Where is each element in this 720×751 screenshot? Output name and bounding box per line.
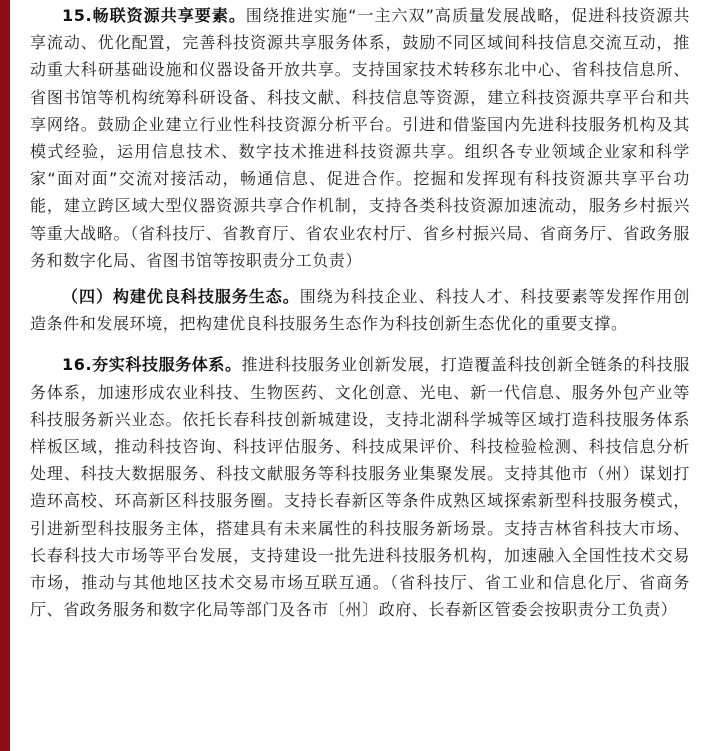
paragraph-heading: 15.畅联资源共享要素。 bbox=[62, 6, 246, 25]
article-body bbox=[30, 2, 690, 623]
accent-bar bbox=[0, 0, 10, 751]
section-text: 围绕为科技企业、科技人才、科技要素等发挥作用创造条件和发展环境，把构建优良科技服务生态作为科技创新生态优化的重要支撑。 bbox=[30, 287, 690, 334]
paragraph-15 bbox=[30, 2, 690, 274]
paragraph-16 bbox=[30, 351, 690, 623]
section-four bbox=[30, 283, 690, 337]
section-heading: （四）构建优良科技服务生态。 bbox=[62, 287, 300, 307]
paragraph-text: 围绕推进实施“一主六双”高质量发展战略，促进科技资源共享流动、优化配置，完善科技资源共享服务体系，鼓励不同区域间科技信息交流互动，推动重大科研基础设施和仪器设备开放共享。支持国家技术转移东北中心、省科技信息所、省图书馆等机构统筹科研设备、科技文献、科技信息等资源，建立科技资源共享平台和共享网络。鼓励企业建立行业性科技资源分析平台。引进和借鉴国内先进科技服务机构及其模式经验，运用信息技术、数字技术推进科技资源共享。组织各专业领域企业家和科学家“面对面”交流对接活动，畅通信息、促进合作。挖掘和发挥现有科技资源共享平台功能，建立跨区域大型仪器资源共享合作机制，支持各类科技资源加速流动，服务乡村振兴等重大战略。（省科技厅、省教育厅、省农业农村厅、省乡村振兴局、省商务厅、省政务服务和数字化局、省图书馆等按职责分工负责） bbox=[30, 6, 691, 270]
paragraph-text: 推进科技服务业创新发展，打造覆盖科技创新全链条的科技服务体系，加速形成农业科技、生物医药、文化创意、光电、新一代信息、服务外包产业等科技服务新兴业态。依托长春科技创新城建设，支持北湖科学城等区域打造科技服务体系样板区域，推动科技咨询、科技评估服务、科技成果评价、科技检验检测、科技信息分析处理、科技大数据服务、科技文献服务等科技服务业集聚发展。支持其他市（州）谋划打造环高校、环高新区科技服务圈。支持长春新区等条件成熟区域探索新型科技服务模式，引进新型科技服务主体，搭建具有未来属性的科技服务新场景。支持吉林省科技大市场、长春科技大市场等平台发展，支持建设一批先进科技服务机构，加速融入全国性技术交易市场，推动与其他地区技术交易市场互联互通。（省科技厅、省工业和信息化厅、省商务厅、省政务服务和数字化局等部门及各市〔州〕政府、长春新区管委会按职责分工负责） bbox=[30, 355, 691, 620]
paragraph-heading: 16.夯实科技服务体系。 bbox=[62, 355, 242, 375]
